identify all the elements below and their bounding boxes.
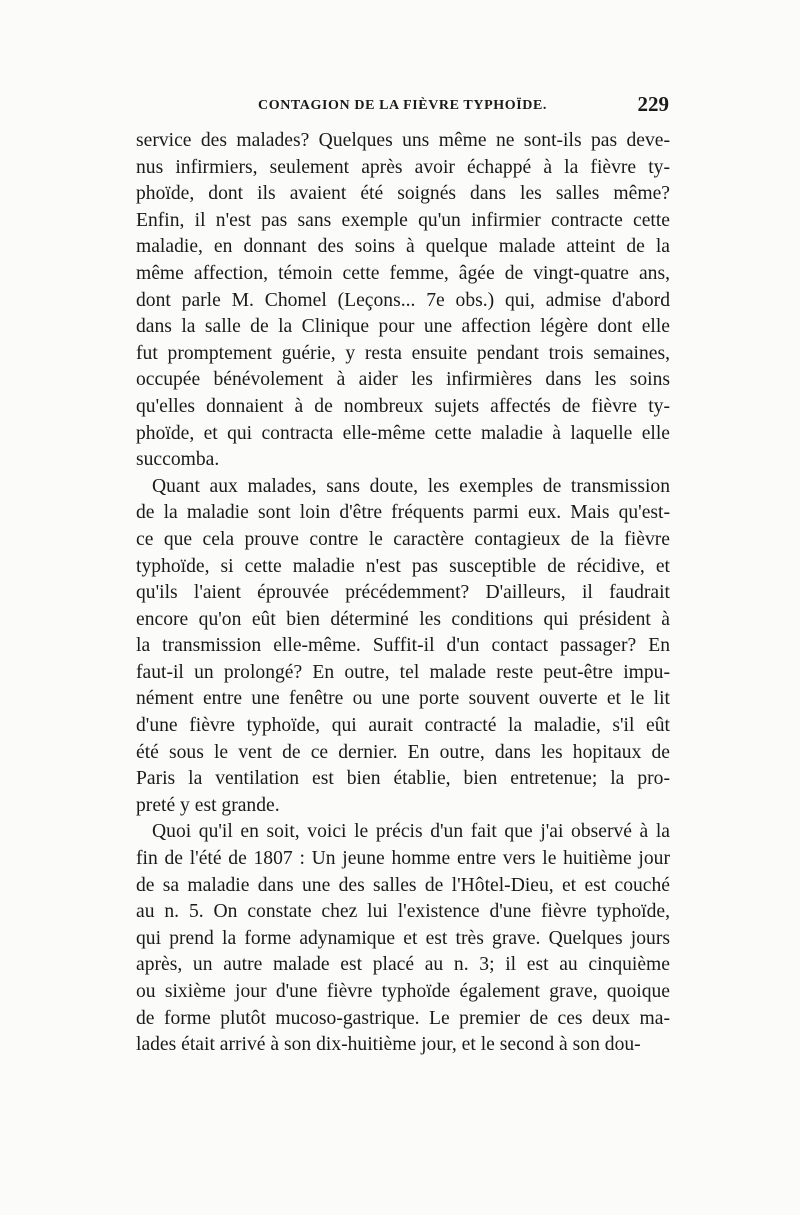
text-line: occupée bénévolement à aider les infirmières dans les soins — [136, 369, 670, 391]
text-line: même affection, témoin cette femme, âgée de vingt-quatre ans, — [136, 262, 670, 284]
text-line: après, un autre malade est placé au n. 3; il est au cinquième — [136, 954, 670, 976]
text-line: d'une fièvre typhoïde, qui aurait contracté la maladie, s'il eût — [136, 715, 670, 737]
text-line: lades était arrivé à son dix-huitième jour, et le second à son dou- — [136, 1034, 641, 1056]
text-line: maladie, en donnant des soins à quelque malade atteint de la — [136, 236, 670, 258]
paragraph — [136, 128, 670, 474]
text-line: qu'ils l'aient éprouvée précédemment? D'ailleurs, il faudrait — [136, 582, 670, 604]
text-line: preté y est grande. — [136, 794, 280, 816]
running-title: CONTAGION DE LA FIÈVRE TYPHOÏDE. — [258, 98, 548, 113]
text-line: dans la salle de la Clinique pour une affection légère dont elle — [136, 316, 670, 338]
text-line: phoïde, et qui contracta elle-même cette maladie à laquelle elle — [136, 422, 670, 444]
paragraph — [136, 474, 670, 820]
text-line: ce que cela prouve contre le caractère contagieux de la fièvre — [136, 528, 670, 550]
text-line: dont parle M. Chomel (Leçons... 7e obs.) qui, admise d'abord — [136, 289, 670, 311]
text-line: fin de l'été de 1807 : Un jeune homme entre vers le huitième jour — [136, 848, 670, 870]
text-line: la transmission elle-même. Suffit-il d'un contact passager? En — [136, 635, 670, 657]
page-number: 229 — [637, 92, 669, 116]
text-line: été sous le vent de ce dernier. En outre, dans les hopitaux de — [136, 741, 670, 763]
text-line: qui prend la forme adynamique et est très grave. Quelques jours — [136, 927, 670, 949]
page-header — [255, 92, 675, 122]
text-line: fut promptement guérie, y resta ensuite pendant trois semaines, — [136, 342, 670, 364]
text-line: nus infirmiers, seulement après avoir échappé à la fièvre ty- — [136, 156, 670, 178]
paragraph — [136, 819, 670, 1058]
text-line: de la maladie sont loin d'être fréquents parmi eux. Mais qu'est- — [136, 502, 670, 524]
text-line: phoïde, dont ils avaient été soignés dans les salles même? — [136, 183, 670, 205]
text-line: Quant aux malades, sans doute, les exemples de transmission — [152, 475, 670, 497]
text-line: service des malades? Quelques uns même ne sont-ils pas deve- — [136, 130, 670, 151]
body-text — [136, 128, 670, 1059]
text-line: de forme plutôt mucoso-gastrique. Le premier de ces deux ma- — [136, 1007, 670, 1029]
text-line: nément entre une fenêtre ou une porte souvent ouverte et le lit — [136, 688, 670, 710]
text-line: succomba. — [136, 449, 220, 471]
text-line: Enfin, il n'est pas sans exemple qu'un infirmier contracte cette — [136, 209, 670, 231]
text-line: faut-il un prolongé? En outre, tel malade reste peut-être impu- — [136, 661, 670, 683]
text-line: Paris la ventilation est bien établie, bien entretenue; la pro- — [136, 768, 670, 790]
text-line: de sa maladie dans une des salles de l'Hôtel-Dieu, et est couché — [136, 874, 670, 896]
text-line: ou sixième jour d'une fièvre typhoïde également grave, quoique — [136, 981, 670, 1002]
text-line: typhoïde, si cette maladie n'est pas susceptible de récidive, et — [136, 555, 670, 577]
text-line: au n. 5. On constate chez lui l'existence d'une fièvre typhoïde, — [136, 901, 670, 923]
text-line: encore qu'on eût bien déterminé les conditions qui président à — [136, 608, 670, 630]
text-line: Quoi qu'il en soit, voici le précis d'un fait que j'ai observé à la — [152, 821, 670, 843]
text-line: qu'elles donnaient à de nombreux sujets affectés de fièvre ty- — [136, 395, 670, 417]
